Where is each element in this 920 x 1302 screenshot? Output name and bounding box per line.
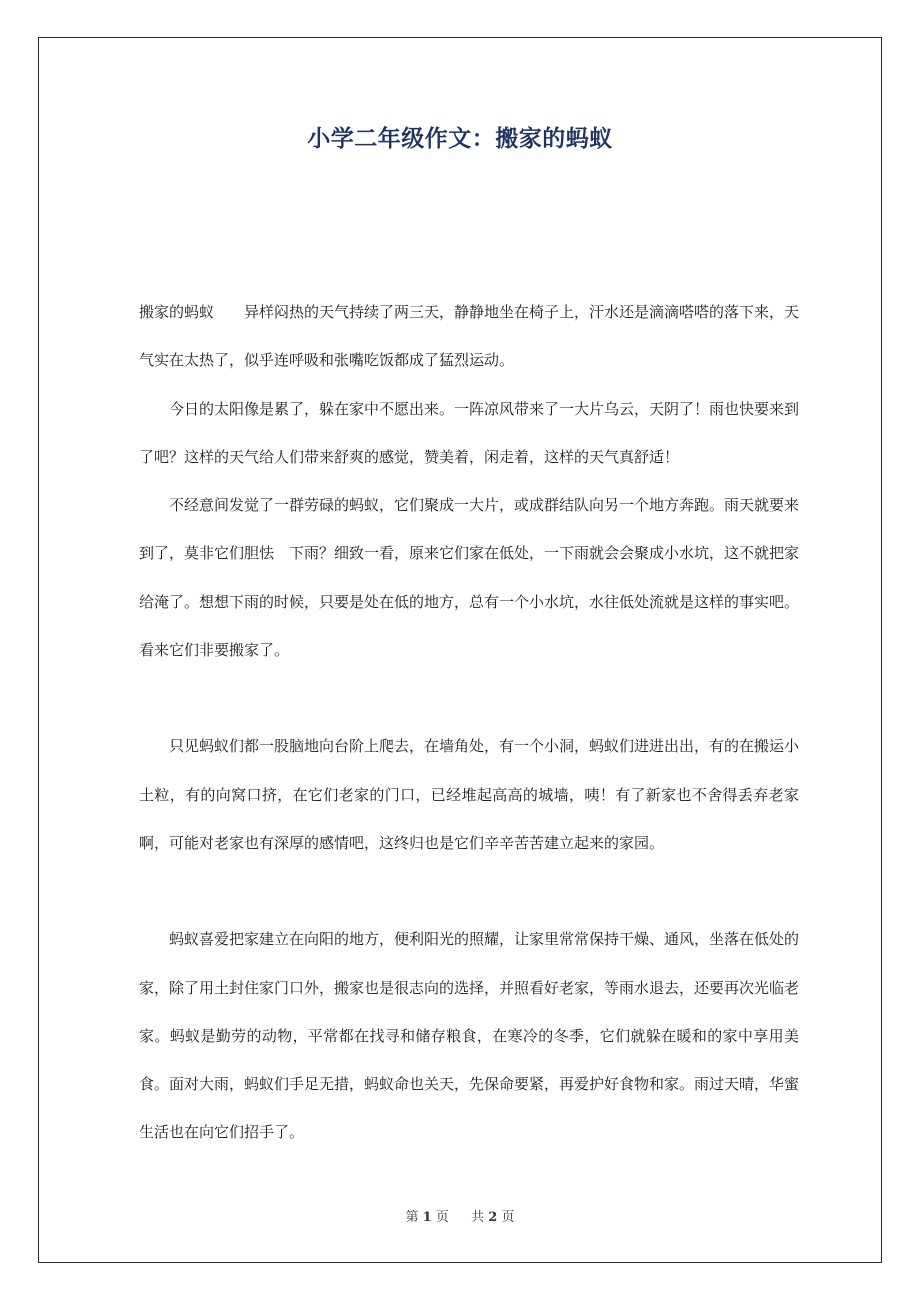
paragraph-ants-found: 不经意间发觉了一群劳碌的蚂蚁，它们聚成一大片，或成群结队向另一个地方奔跑。雨天就要来到了，莫非它们胆怯 下雨？细致一看，原来它们家在低处，一下雨就会会聚成小水坑，这不就把家给淹了。想想下雨的时候，只要是处在低的地方，总有一个小水坑，水往低处流就是这样的事实吧。看来它们非要搬家了。	[139, 496, 800, 660]
paragraph-intro: 搬家的蚂蚁 异样闷热的天气持续了两三天，静静地坐在椅子上，汗水还是滴滴嗒嗒的落下来，天气实在太热了，似乎连呼吸和张嘴吃饭都成了猛烈运动。	[139, 303, 800, 370]
document-title: 小学二年级作文：搬家的蚂蚁	[307, 126, 613, 152]
current-page-number: 1	[422, 1210, 432, 1225]
page-suffix: 页	[435, 1210, 449, 1225]
document-body	[139, 288, 799, 1157]
paragraph-spacer	[139, 867, 799, 915]
total-suffix: 页	[501, 1210, 515, 1225]
page-footer	[0, 1206, 920, 1225]
paragraph-spacer	[139, 674, 799, 722]
total-page-number: 2	[488, 1210, 498, 1225]
page-prefix: 第	[405, 1210, 419, 1225]
paragraph-ants-home: 蚂蚁喜爱把家建立在向阳的地方，便利阳光的照耀，让家里常常保持干燥、通风，坐落在低处的家，除了用土封住家门口外，搬家也是很志向的选择，并照看好老家，等雨水退去，还要再次光临老家。蚂蚁是勤劳的动物，平常都在找寻和储存粮食，在寒冷的冬季，它们就躲在暖和的家中享用美食。面对大雨，蚂蚁们手足无措，蚂蚁命也关天，先保命要紧，再爱护好食物和家。雨过天晴，华蜜生活也在向它们招手了。	[139, 930, 800, 1142]
paragraph-sun: 今日的太阳像是累了，躲在家中不愿出来。一阵凉风带来了一大片乌云，天阴了！雨也快要来到了吧？这样的天气给人们带来舒爽的感觉，赞美着，闲走着，这样的天气真舒适！	[139, 399, 800, 466]
paragraph-ants-moving: 只见蚂蚁们都一股脑地向台阶上爬去，在墙角处，有一个小洞，蚂蚁们进进出出，有的在搬运小土粒，有的向窝口挤，在它们老家的门口，已经堆起高高的城墙，咦！有了新家也不舍得丢弃老家啊，可能对老家也有深厚的感情吧，这终归也是它们辛辛苦苦建立起来的家园。	[139, 737, 800, 852]
total-prefix: 共	[471, 1210, 485, 1225]
